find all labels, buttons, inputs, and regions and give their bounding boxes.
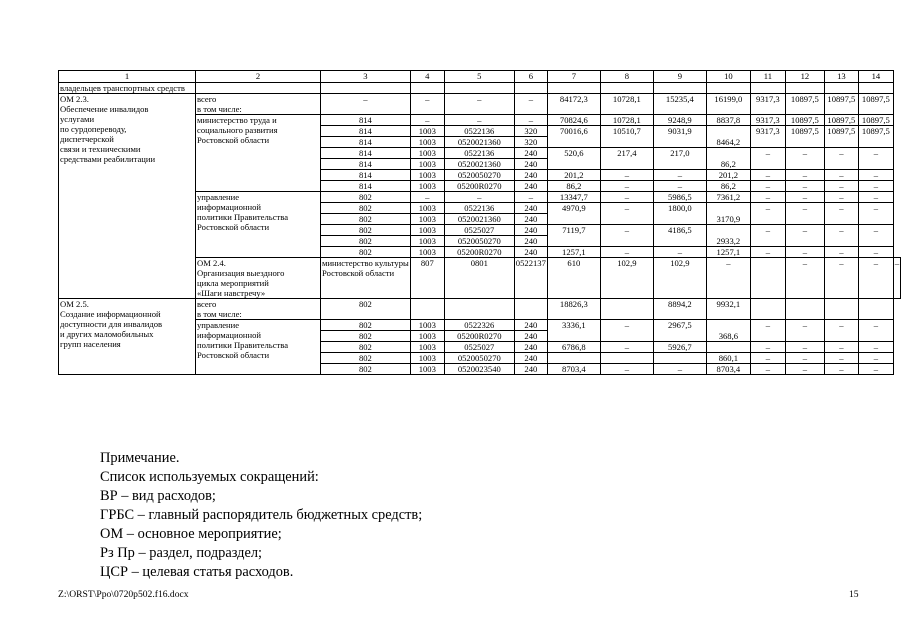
table-cell: 9932,1: [706, 298, 750, 319]
table-cell: 4186,5: [653, 224, 706, 246]
table-cell: 814: [321, 114, 411, 125]
table-cell: 814: [321, 169, 411, 180]
table-cell: 802: [321, 319, 411, 330]
column-header: 2: [196, 71, 321, 83]
note-line: ГРБС – главный распорядитель бюджетных средств;: [100, 507, 423, 523]
table-cell: 10897,5: [824, 125, 858, 147]
table-cell: 802: [321, 363, 411, 374]
table-cell: 86,2: [547, 180, 600, 191]
table-cell: 10728,1: [600, 114, 653, 125]
table-cell: 814: [321, 158, 411, 169]
note-line: Рз Пр – раздел, подраздел;: [100, 545, 263, 561]
table-cell: 201,2: [547, 169, 600, 180]
table-cell: –: [785, 246, 824, 257]
table-cell: 1003: [410, 341, 444, 352]
table-cell: –: [824, 341, 858, 352]
table-cell: 0520021360: [444, 158, 514, 169]
table-cell: –: [653, 180, 706, 191]
table-cell: 6786,8: [547, 341, 600, 352]
table-cell: 0520023540: [444, 363, 514, 374]
table-cell: –: [858, 191, 893, 202]
table-cell: –: [750, 224, 785, 246]
column-header: 9: [653, 71, 706, 83]
table-cell: 05200R0270: [444, 330, 514, 341]
table-cell: 802: [321, 341, 411, 352]
note-line: ЦСР – целевая статья расходов.: [100, 564, 294, 580]
table-cell: 802: [321, 298, 411, 319]
table-cell: –: [785, 180, 824, 191]
table-cell: –: [600, 202, 653, 224]
table-cell: –: [410, 93, 444, 114]
table-cell: [514, 82, 547, 93]
table-cell: 0801: [444, 257, 514, 298]
column-header: 10: [706, 71, 750, 83]
table-cell: 1003: [410, 330, 444, 341]
table-cell: 0520050270: [444, 352, 514, 363]
column-header: 7: [547, 71, 600, 83]
table-cell: 10728,1: [600, 93, 653, 114]
table-cell: 1003: [410, 169, 444, 180]
table-cell: –: [600, 319, 653, 341]
table-cell: –: [600, 224, 653, 246]
table-cell: –: [600, 341, 653, 352]
table-cell: 1003: [410, 352, 444, 363]
table-cell: –: [600, 180, 653, 191]
table-cell: 1003: [410, 213, 444, 224]
table-cell: –: [600, 246, 653, 257]
column-header: 11: [750, 71, 785, 83]
table-cell: 8464,2: [706, 125, 750, 147]
table-cell: 8703,4: [706, 363, 750, 374]
table-cell: 70016,6: [547, 125, 600, 147]
table-cell: –: [858, 341, 893, 352]
table-cell: –: [858, 180, 893, 191]
table-cell: 0522136: [444, 147, 514, 158]
table-cell: 05200R0270: [444, 246, 514, 257]
table-cell: –: [824, 319, 858, 341]
table-cell: 240: [514, 180, 547, 191]
table-cell: 320: [514, 125, 547, 136]
table-cell: 0520050270: [444, 235, 514, 246]
table-cell: [824, 298, 858, 319]
table-cell: 10897,5: [785, 114, 824, 125]
table-cell: –: [824, 191, 858, 202]
notes-block: [100, 449, 422, 582]
table-cell: 10897,5: [858, 125, 893, 147]
table-cell: 1003: [410, 125, 444, 136]
table-cell: 240: [514, 158, 547, 169]
table-cell: –: [653, 169, 706, 180]
table-cell: [514, 298, 547, 319]
note-line: ВР – вид расходов;: [100, 488, 216, 504]
table-cell: 0522137: [514, 257, 547, 298]
table-cell: 0522326: [444, 319, 514, 330]
table-cell: –: [785, 319, 824, 341]
table-cell: 240: [514, 363, 547, 374]
table-cell: –: [410, 114, 444, 125]
table-cell: 86,2: [706, 180, 750, 191]
table-cell: –: [750, 363, 785, 374]
table-cell: –: [653, 363, 706, 374]
column-header: 12: [785, 71, 824, 83]
table-cell: –: [321, 93, 411, 114]
table-cell: 1257,1: [706, 246, 750, 257]
table-cell: 240: [514, 213, 547, 224]
table-cell: 240: [514, 147, 547, 158]
table-cell: 802: [321, 191, 411, 202]
table-cell: [653, 82, 706, 93]
table-cell: владельцев транспортных средств: [59, 82, 196, 93]
table-cell: министерство культуры Ростовской области: [321, 257, 411, 298]
table-cell: –: [785, 257, 824, 298]
table-cell: –: [706, 257, 750, 298]
table-cell: –: [824, 180, 858, 191]
table-cell: 814: [321, 180, 411, 191]
table-cell: [706, 82, 750, 93]
table-cell: [600, 82, 653, 93]
table-cell: –: [785, 363, 824, 374]
column-header: 13: [824, 71, 858, 83]
table-cell: –: [785, 352, 824, 363]
table-cell: 1003: [410, 235, 444, 246]
table-cell: 0520021360: [444, 136, 514, 147]
table-cell: –: [750, 341, 785, 352]
table-cell: 802: [321, 224, 411, 235]
table-cell: 9317,3: [750, 93, 785, 114]
table-cell: 3336,1: [547, 319, 600, 341]
table-cell: 70824,6: [547, 114, 600, 125]
table-cell: 10897,5: [824, 114, 858, 125]
table-cell: 240: [514, 235, 547, 246]
table-cell: 13347,7: [547, 191, 600, 202]
table-cell: 320: [514, 136, 547, 147]
table-cell: [750, 82, 785, 93]
table-cell: 1003: [410, 158, 444, 169]
note-line: Список используемых сокращений:: [100, 469, 319, 485]
table-cell: 7119,7: [547, 224, 600, 246]
table-cell: 0522136: [444, 202, 514, 213]
table-cell: 201,2: [706, 169, 750, 180]
table-cell: 802: [321, 213, 411, 224]
table-cell: –: [858, 169, 893, 180]
table-cell: 1003: [410, 224, 444, 235]
table-cell: 0525027: [444, 341, 514, 352]
table-cell: –: [824, 147, 858, 169]
table-cell: [321, 82, 411, 93]
table-cell: 10897,5: [858, 93, 893, 114]
column-header: 3: [321, 71, 411, 83]
table-cell: 102,9: [653, 257, 706, 298]
table-row: [59, 82, 901, 93]
table-cell: 0522136: [444, 125, 514, 136]
table-cell: 16199,0: [706, 93, 750, 114]
table-row: [59, 93, 901, 114]
table-cell: 802: [321, 235, 411, 246]
table-cell: 520,6: [547, 147, 600, 169]
table-cell: [750, 257, 785, 298]
table-cell: –: [750, 147, 785, 169]
note-line: ОМ – основное мероприятие;: [100, 526, 282, 542]
table-cell: 240: [514, 341, 547, 352]
table-cell: –: [785, 169, 824, 180]
table-cell: 1003: [410, 319, 444, 330]
table-cell: [600, 298, 653, 319]
table-cell: 5986,5: [653, 191, 706, 202]
table-cell: 802: [321, 202, 411, 213]
column-header: 6: [514, 71, 547, 83]
table-cell: [785, 82, 824, 93]
table-cell: ОМ 2.3. Обеспечение инвалидов услугами по сурдопереводу, диспетчерской связи и техническими средствами реабилитации: [59, 93, 196, 298]
table-cell: 802: [321, 246, 411, 257]
table-cell: 240: [514, 352, 547, 363]
table-cell: 2933,2: [706, 224, 750, 246]
table-cell: 10897,5: [785, 125, 824, 147]
table-cell: [410, 298, 444, 319]
table-cell: –: [750, 191, 785, 202]
table-row: [59, 298, 901, 319]
table-cell: ОМ 2.4. Организация выездного цикла мероприятий «Шаги навстречу»: [196, 257, 321, 298]
footer-file-path: Z:\ORST\Ppo\0720p502.f16.docx: [58, 589, 189, 600]
table-cell: 10897,5: [824, 93, 858, 114]
table-cell: всего в том числе:: [196, 93, 321, 114]
table-body: [59, 71, 901, 375]
table-cell: –: [858, 246, 893, 257]
table-cell: управление информационной политики Правительства Ростовской области: [196, 319, 321, 374]
table-cell: 217,0: [653, 147, 706, 169]
table-cell: –: [410, 191, 444, 202]
table-cell: 814: [321, 136, 411, 147]
budget-table: [58, 70, 901, 375]
table-cell: 0525027: [444, 224, 514, 235]
table-cell: 1003: [410, 180, 444, 191]
table-cell: –: [444, 93, 514, 114]
table-cell: 9031,9: [653, 125, 706, 147]
table-cell: –: [858, 363, 893, 374]
table-cell: 240: [514, 319, 547, 330]
table-cell: –: [514, 93, 547, 114]
table-cell: –: [893, 257, 900, 298]
table-cell: –: [858, 202, 893, 224]
table-cell: 1003: [410, 147, 444, 158]
table-cell: 84172,3: [547, 93, 600, 114]
table-cell: 8703,4: [547, 363, 600, 374]
table-cell: 1800,0: [653, 202, 706, 224]
table-cell: –: [824, 257, 858, 298]
table-cell: 240: [514, 202, 547, 213]
table-cell: 860,1: [706, 352, 750, 363]
table-cell: [600, 352, 653, 363]
page-number: 15: [849, 589, 859, 600]
table-cell: –: [444, 114, 514, 125]
table-cell: –: [653, 246, 706, 257]
table-cell: 5926,7: [653, 341, 706, 352]
table-cell: 102,9: [600, 257, 653, 298]
table-cell: 240: [514, 169, 547, 180]
table-cell: 8837,8: [706, 114, 750, 125]
table-cell: 9317,3: [750, 114, 785, 125]
table-cell: [547, 82, 600, 93]
table-cell: 3170,9: [706, 202, 750, 224]
table-cell: –: [600, 169, 653, 180]
table-cell: 368,6: [706, 319, 750, 341]
table-cell: 1003: [410, 136, 444, 147]
table-cell: –: [785, 341, 824, 352]
table-cell: 10897,5: [785, 93, 824, 114]
table-cell: 86,2: [706, 147, 750, 169]
table-cell: управление информационной политики Правительства Ростовской области: [196, 191, 321, 257]
table-cell: 2967,5: [653, 319, 706, 341]
table-cell: 0520050270: [444, 169, 514, 180]
table-cell: 240: [514, 246, 547, 257]
table-cell: 814: [321, 125, 411, 136]
table-cell: –: [824, 352, 858, 363]
table-cell: –: [514, 191, 547, 202]
table-cell: 1257,1: [547, 246, 600, 257]
table-cell: 9317,3: [750, 125, 785, 147]
table-cell: 610: [547, 257, 600, 298]
column-header: 4: [410, 71, 444, 83]
table-cell: –: [750, 202, 785, 224]
table-cell: –: [750, 352, 785, 363]
column-header: 5: [444, 71, 514, 83]
table-cell: [858, 82, 893, 93]
table-cell: 8894,2: [653, 298, 706, 319]
table-cell: [706, 341, 750, 352]
table-cell: [444, 82, 514, 93]
table-cell: 1003: [410, 246, 444, 257]
table-cell: –: [785, 147, 824, 169]
table-cell: 1003: [410, 202, 444, 213]
column-header: 8: [600, 71, 653, 83]
table-cell: [785, 298, 824, 319]
table-cell: 9248,9: [653, 114, 706, 125]
table-cell: [444, 298, 514, 319]
table-cell: министерство труда и социального развития Ростовской области: [196, 114, 321, 191]
table-cell: –: [824, 363, 858, 374]
table-cell: 4970,9: [547, 202, 600, 224]
table-cell: 807: [410, 257, 444, 298]
table-cell: [547, 352, 600, 363]
table-cell: –: [858, 224, 893, 246]
table-cell: всего в том числе:: [196, 298, 321, 319]
table-cell: 802: [321, 330, 411, 341]
table-cell: 802: [321, 352, 411, 363]
table-cell: –: [824, 202, 858, 224]
table-cell: –: [750, 319, 785, 341]
table-cell: 10510,7: [600, 125, 653, 147]
table-header-row: [59, 71, 901, 83]
table-cell: [653, 352, 706, 363]
table-cell: [410, 82, 444, 93]
table-cell: –: [600, 363, 653, 374]
column-header: 1: [59, 71, 196, 83]
table-cell: –: [514, 114, 547, 125]
table-cell: –: [750, 246, 785, 257]
table-cell: 10897,5: [858, 114, 893, 125]
table-cell: 15235,4: [653, 93, 706, 114]
table-cell: [858, 298, 893, 319]
table-cell: –: [785, 224, 824, 246]
table-cell: 05200R0270: [444, 180, 514, 191]
table-cell: –: [858, 352, 893, 363]
table-cell: –: [824, 169, 858, 180]
table-cell: –: [444, 191, 514, 202]
table-cell: –: [824, 224, 858, 246]
table-cell: 217,4: [600, 147, 653, 169]
table-cell: –: [600, 191, 653, 202]
table-cell: –: [785, 202, 824, 224]
table-cell: [750, 298, 785, 319]
table-cell: –: [824, 246, 858, 257]
table-cell: –: [750, 180, 785, 191]
table-cell: 814: [321, 147, 411, 158]
column-header: 14: [858, 71, 893, 83]
table-cell: –: [750, 169, 785, 180]
table-cell: [196, 82, 321, 93]
table-cell: –: [858, 257, 893, 298]
table-cell: –: [858, 147, 893, 169]
table-cell: 240: [514, 330, 547, 341]
table-cell: ОМ 2.5. Создание информационной доступности для инвалидов и других маломобильных групп населения: [59, 298, 196, 374]
note-line: Примечание.: [100, 450, 180, 466]
table-cell: [824, 82, 858, 93]
table-cell: 7361,2: [706, 191, 750, 202]
table-cell: 0520021360: [444, 213, 514, 224]
table-cell: –: [858, 319, 893, 341]
table-cell: 1003: [410, 363, 444, 374]
table-cell: –: [785, 191, 824, 202]
table-cell: 18826,3: [547, 298, 600, 319]
table-cell: 240: [514, 224, 547, 235]
